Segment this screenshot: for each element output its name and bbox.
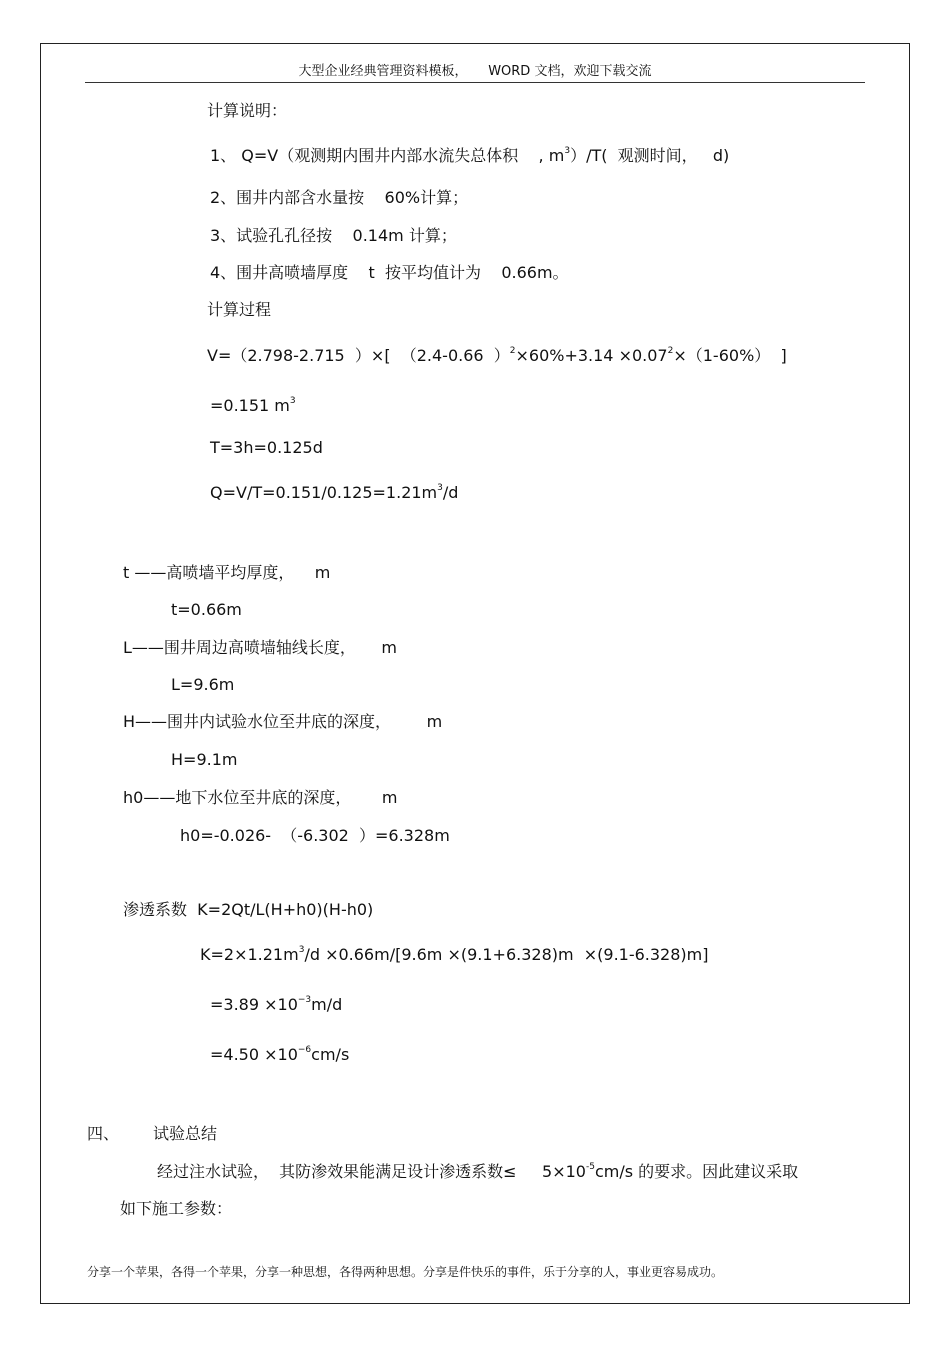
summary-paragraph-line1: 经过注水试验， 其防渗效果能满足设计渗透系数≤ $5\times 10^{-5}cm/s$ 的要求。因此建议采取 xyxy=(157,1161,799,1181)
page-header: 大型企业经典管理资料模板， WORD 文档，欢迎下载交流 xyxy=(298,64,652,79)
def-h0: h0——地下水位至井底的深度， m xyxy=(123,788,398,807)
page-border xyxy=(40,43,910,1304)
notes-title: 计算说明： xyxy=(207,101,288,120)
def-h: H——围井内试验水位至井底的深度， m xyxy=(123,712,443,731)
permeability-formula: 渗透系数 K=2Qt/L(H+h0)(H-h0) xyxy=(123,900,374,919)
val-l: L=9.6m xyxy=(171,675,235,694)
val-t: t=0.66m xyxy=(171,600,242,619)
section-number: 四、 xyxy=(87,1124,120,1143)
def-l: L——围井周边高喷墙轴线长度， m xyxy=(123,638,397,657)
volume-formula: V=（2.798-2.715 ）×[ （2.4-0.66 ）$^2\times 60\%+3.14 \times 0.07^2\times(1-60\%)$ ] xyxy=(207,345,787,365)
time-line: T=3h=0.125d xyxy=(210,438,323,457)
note-item-2: 2、围井内部含水量按 60%计算； xyxy=(210,188,469,207)
val-h: H=9.1m xyxy=(171,750,238,769)
k-result-cms: $=4.50 \times 10^{-6}cm/s$ xyxy=(210,1044,350,1064)
note-item-3: 3、试验孔孔径按 0.14m 计算； xyxy=(210,226,457,245)
k-calculation: $K=2\times 1.21m^3/d \times 0.66m/[9.6m \times(9.1+6.328)m \times(9.1-6.328)m]$ xyxy=(200,944,709,964)
volume-result: =0.151 $m^3$ xyxy=(210,395,296,415)
val-h0: h0=-0.026- （-6.302 ）=6.328m xyxy=(180,826,450,845)
summary-paragraph-line2: 如下施工参数： xyxy=(120,1199,233,1218)
note-item-1: 1、 Q=V（观测期内围井内部水流失总体积 , $m^3)/T$( 观测时间， d) xyxy=(210,145,730,165)
header-divider xyxy=(85,82,865,83)
section-title: 试验总结 xyxy=(153,1124,218,1143)
def-t: t ——高喷墙平均厚度， m xyxy=(123,563,331,582)
flow-line: $Q=V/T=0.151/0.125=1.21m^3/d$ xyxy=(210,482,459,502)
page-footer: 分享一个苹果，各得一个苹果，分享一种思想，各得两种思想。分享是件快乐的事件，乐于分享的人，事业更容易成功。 xyxy=(87,1265,724,1279)
k-result-md: $=3.89 \times 10^{-3}m/d$ xyxy=(210,994,343,1014)
process-title: 计算过程 xyxy=(207,300,272,319)
note-item-4: 4、围井高喷墙厚度 t 按平均值计为 0.66m。 xyxy=(210,263,569,282)
